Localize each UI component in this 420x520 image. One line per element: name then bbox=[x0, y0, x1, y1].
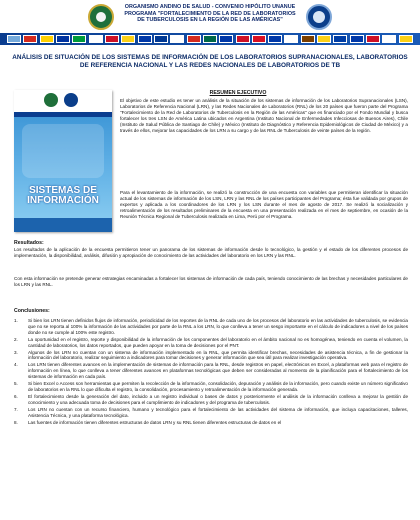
header-org-line1: ORGANISMO ANDINO DE SALUD - CONVENIO HIPÓLITO UNANUE bbox=[124, 4, 296, 10]
results-heading: Resultados: bbox=[14, 240, 44, 246]
cover-title: SISTEMAS DE INFORMACIÓN bbox=[27, 185, 99, 206]
country-flag-icon bbox=[187, 35, 201, 43]
country-flag-icon bbox=[399, 35, 413, 43]
list-item bbox=[14, 337, 408, 349]
country-flag-icon bbox=[121, 35, 135, 43]
country-flag-icon bbox=[72, 35, 86, 43]
country-flag-icon bbox=[23, 35, 37, 43]
list-item-number: 1. bbox=[14, 318, 18, 323]
list-item bbox=[14, 350, 408, 362]
report-cover-image bbox=[14, 90, 112, 232]
list-item-text: Los LRN no cuentan con un recurso financiero, humano y tecnológico para el fortalecimiento de las actividades del sistema de información, que incluya capacitaciones, talleres, Asistencia Técnica, y una plataforma tecnológica. bbox=[28, 406, 408, 418]
country-flag-icon bbox=[154, 35, 168, 43]
country-flag-icon bbox=[219, 35, 233, 43]
list-item bbox=[14, 407, 408, 419]
list-item-text: Los LRN tienen diferentes avances en la implementación de sistemas de información para la RNL, desde registros en papel, electrónicos en Excel, a plataformas web para el registro de información en línea, lo que conlleva a tener diferentes avances en plataformas tecnológicas que deben ser consideradas al momento de la planificación para el fortalecimiento de los sistemas de información en cada país. bbox=[28, 362, 408, 380]
list-item bbox=[14, 381, 408, 393]
document-title: ANÁLISIS DE SITUACIÓN DE LOS SISTEMAS DE INFORMACIÓN DE LOS LABORATORIOS SUPRANACIONALES, LABORATORIOS DE REFERENCIA NACIONAL Y LAS REDES NACIONALES DE LABORATORIOS DE TB bbox=[12, 54, 408, 69]
list-item-text: Las fuentes de información tienen diferentes estructuras de datos LRN y su RNL tienen diferentes estructuras de datos en el bbox=[28, 419, 282, 425]
list-item bbox=[14, 362, 408, 380]
country-flag-icon bbox=[350, 35, 364, 43]
list-item-text: Algunos de los LRN no cuentan con un sistema de información implementado en la RNL, que permita identificar brechas, necesidades de asistencia técnica, a fin de gestionar la información del laboratorio, realizar seguimiento a indicadores para tomar decisiones y generar información que sea útil para realizar investigación operativa. bbox=[28, 349, 408, 361]
list-item-number: 3. bbox=[14, 349, 18, 355]
country-flag-icon bbox=[89, 35, 103, 43]
results-paragraph-1: Los resultados de la aplicación de la encuesta permitieron tener un panorama de los sistemas de información desde lo tecnológico, la gestión y el estado de los diferentes procesos de implementación, la disponibilidad, análisis, difusión y apropiación de conocimiento de las actividades del laboratorio en los LRN y las RNL. bbox=[14, 247, 408, 258]
country-flag-icon bbox=[56, 35, 70, 43]
summary-paragraph-1: El objetivo de este estudio es tener un análisis de la situación de los sistemas de información de los Laboratorios Supranacionales (LSN), Laboratorios de Referencia Nacional (LRN), y las Redes Nacionales de Laboratorios (RNL) de los 20 países que fueron parte del Programa "Fortalecimiento de la Red de Laboratorios de Tuberculosis en la Región de las Américas" que es financiado por el Fondo Mundial y busca fortalecer los tres LSN de América Latina ubicados en Argentina (Instituto Nacional de Enfermedades Infecciosas de Buenos Aires), Chile (Instituto de Salud Pública de Santiago de Chile) y México (Instituto de Diagnóstico y Referencia Epidemiológicos de Ciudad de México) y a través de ellos, mejorar las capacidades de los LRN a su cargo y de las RNL de Tuberculosis de veinte países de la región. bbox=[120, 98, 408, 133]
list-item bbox=[14, 394, 408, 406]
list-item-number: 6. bbox=[14, 393, 18, 399]
country-flag-icon bbox=[7, 35, 21, 43]
header-text bbox=[118, 4, 302, 24]
country-flag-icon bbox=[40, 35, 54, 43]
header-org-line3: DE TUBERCULOSIS EN LA REGIÓN DE LAS AMÉRICAS" bbox=[137, 17, 283, 24]
conclusions-heading: Conclusiones: bbox=[14, 308, 50, 314]
conclusions-list bbox=[14, 318, 408, 520]
country-flag-icon bbox=[317, 35, 331, 43]
country-flags-bar bbox=[0, 33, 420, 45]
orasconhu-logo-icon bbox=[88, 4, 114, 30]
list-item-number: 8. bbox=[14, 419, 18, 425]
header-org-line2: PROGRAMA "FORTALECIMIENTO DE LA RED DE LABORATORIOS bbox=[124, 10, 296, 17]
results-paragraph-2: Con esta información se pretende generar estrategias encaminadas a fortalecer los sistemas de información de cada país, teniendo conocimiento de las brechas y necesidades particulares de los LRN y las RNL. bbox=[14, 276, 408, 287]
list-item-number: 7. bbox=[14, 406, 18, 412]
list-item-text: Si bien los LRN tienen definidos flujos de información, periodicidad de los reportes de la RNL de cada uno de los procesos del laboratorio en las actividades de tuberculosis, se evidencia que no se reporta al 100% la información de las actividades por parte de la RNL a los LRN, lo que conlleva a tener un sesgo importante en el cálculo de indicadores a nivel de los países donde no se cumple al 100% este registro. bbox=[28, 318, 408, 335]
country-flag-icon bbox=[138, 35, 152, 43]
list-item-text: Si bien Excel o Access son herramientas que permiten la recolección de la información, consolidación, depuración y análisis de la información, pero cuando existe un número significativo de laboratorios en la RNL lo que dificulta el registro, la consolidación, procesamiento y retroalimentación de la información generada. bbox=[28, 381, 408, 392]
country-flag-icon bbox=[268, 35, 282, 43]
country-flag-icon bbox=[366, 35, 380, 43]
list-item-text: La oportunidad en el registro, reporte y disponibilidad de la información de los componentes del laboratorio en el ámbito nacional no es homogénea, teniendo en cuenta el volumen, la cantidad de laboratorios, los datos reportados, que pueden apoyar en la toma de decisiones por el PNT. bbox=[28, 336, 408, 348]
program-logo-icon bbox=[306, 4, 332, 30]
list-item-number: 5. bbox=[14, 381, 18, 387]
country-flag-icon bbox=[105, 35, 119, 43]
list-item-text: El fortalecimiento desde la generación del dato, incluido a un registro individual o bases de datos y posteriormente el análisis de la información conlleva a mejorar la gestión de conocimiento y una adecuada toma de decisiones para el cumplimiento de indicadores y del programa de tuberculosis. bbox=[28, 393, 408, 405]
country-flag-icon bbox=[284, 35, 298, 43]
cover-logo-icon bbox=[64, 93, 78, 107]
country-flag-icon bbox=[203, 35, 217, 43]
summary-heading: RESUMEN EJECUTIVO bbox=[209, 90, 267, 96]
country-flag-icon bbox=[252, 35, 266, 43]
list-item bbox=[14, 420, 408, 426]
cover-footer bbox=[14, 218, 112, 232]
country-flag-icon bbox=[333, 35, 347, 43]
country-flag-icon bbox=[382, 35, 396, 43]
cover-flag-strip bbox=[14, 112, 112, 117]
list-item-number: 2. bbox=[14, 336, 18, 342]
country-flag-icon bbox=[301, 35, 315, 43]
cover-map-graphic bbox=[22, 124, 104, 178]
country-flag-icon bbox=[236, 35, 250, 43]
country-flag-icon bbox=[170, 35, 184, 43]
list-item bbox=[14, 318, 408, 336]
cover-logo-icon bbox=[44, 93, 58, 107]
summary-paragraph-2: Para el levantamiento de la información, se realizó la construcción de una encuesta con variables que permitieran identificar la situación actual de los sistemas de información de los LSN, LRN y las RNL de los países participantes del Programa; ésta fue validada por grupos de expertos y aplicada a los coordinadores de los LRN y los LSN durante el mes de agosto de 2017. Se realizó la socialización y retroalimentación de los resultados preliminares de la encuesta en una presentación realizada en el mes de septiembre, en ocasión de la Reunión Técnica Regional de Tuberculosis realizada en Lima, Perú por el Programa. bbox=[120, 190, 408, 219]
list-item-number: 4. bbox=[14, 362, 18, 368]
